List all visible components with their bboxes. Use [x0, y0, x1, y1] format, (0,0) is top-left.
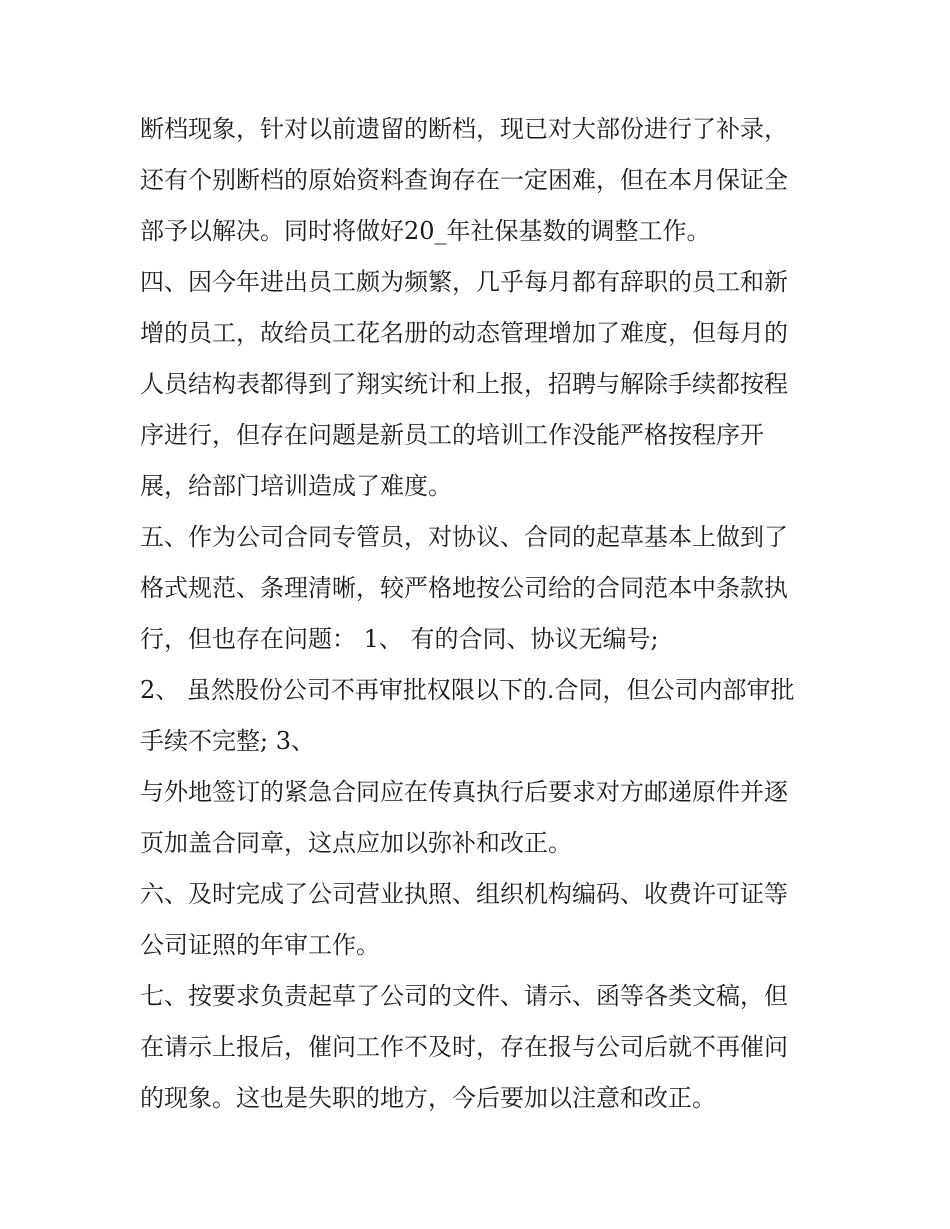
text-line: 人员结构表都得到了翔实统计和上报，招聘与解除手续都按程	[140, 370, 788, 398]
text-line: 还有个别断档的原始资料查询存在一定困难，但在本月保证全	[140, 166, 788, 194]
text-line: 公司证照的年审工作。	[140, 931, 380, 959]
text-line: 手续不完整; 3、	[140, 727, 315, 755]
text-line: 展，给部门培训造成了难度。	[140, 472, 452, 500]
text-line: 七、按要求负责起草了公司的文件、请示、函等各类文稿，但	[140, 982, 788, 1010]
document-body	[140, 104, 830, 1124]
text-line: 在请示上报后，催问工作不及时，存在报与公司后就不再催问	[140, 1033, 788, 1061]
text-line: 与外地签订的紧急合同应在传真执行后要求对方邮递原件并逐	[140, 778, 788, 806]
text-line: 断档现象，针对以前遗留的断档，现已对大部份进行了补录，	[140, 115, 788, 143]
text-line: 六、及时完成了公司营业执照、组织机构编码、收费许可证等	[140, 880, 788, 908]
text-line: 的现象。这也是失职的地方，今后要加以注意和改正。	[140, 1084, 716, 1112]
text-line: 2、 虽然股份公司不再审批权限以下的.合同，但公司内部审批	[140, 676, 795, 704]
text-line: 四、因今年进出员工颇为频繁，几乎每月都有辞职的员工和新	[140, 268, 788, 296]
text-line: 行，但也存在问题： 1、 有的合同、协议无编号;	[140, 625, 659, 653]
text-line: 五、作为公司合同专管员，对协议、合同的起草基本上做到了	[140, 523, 788, 551]
text-line: 部予以解决。同时将做好20_年社保基数的调整工作。	[140, 217, 711, 245]
text-line: 序进行，但存在问题是新员工的培训工作没能严格按程序开	[140, 421, 764, 449]
text-line: 格式规范、条理清晰，较严格地按公司给的合同范本中条款执	[140, 574, 788, 602]
text-line: 增的员工，故给员工花名册的动态管理增加了难度，但每月的	[140, 319, 788, 347]
text-line: 页加盖合同章，这点应加以弥补和改正。	[140, 829, 572, 857]
